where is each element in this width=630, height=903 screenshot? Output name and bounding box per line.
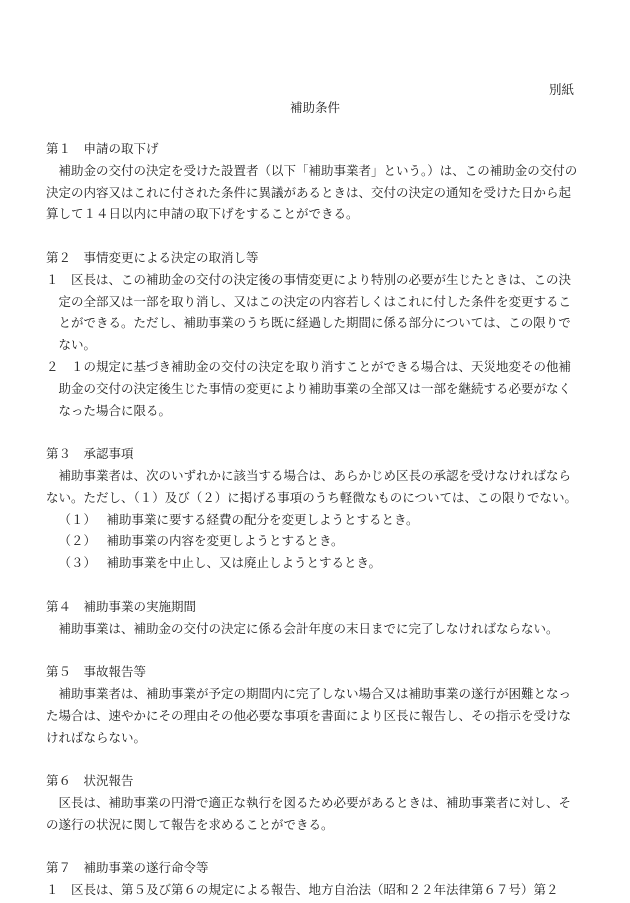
sub-item xyxy=(46,509,582,531)
section-5 xyxy=(46,661,582,748)
section-paragraph: 区長は、補助事業の円滑で適正な執行を図るため必要があるときは、補助事業者に対し、その遂行の状況に関して報告を求めることができる。 xyxy=(46,794,572,832)
sub-item-text: 補助事業を中止し、又は廃止しようとするとき。 xyxy=(106,555,382,571)
section-heading: 第７ 補助事業の遂行命令等 xyxy=(46,860,209,876)
sub-item-text: 補助事業の内容を変更しようとするとき。 xyxy=(106,533,344,549)
sub-item-number: （３） xyxy=(58,555,97,571)
section-paragraph: 補助事業者は、補助事業が予定の期間内に完了しない場合又は補助事業の遂行が困難となった場合は、速やかにその理由その他必要な事項を書面により区長に報告し、その指示を受けなければならない。 xyxy=(46,685,572,745)
document-title: 補助条件 xyxy=(289,100,340,115)
sub-item-text: 補助事業に要する経費の配分を変更しようとするとき。 xyxy=(106,511,419,527)
sub-item xyxy=(46,552,582,574)
numbered-item: １ 区長は、この補助金の交付の決定後の事情変更により特別の必要が生じたときは、この決定の全部又は一部を取り消し、又はこの決定の内容若しくはこれに付した条件を変更することができる。ただし、補助事業のうち既に経過した期間に係る部分については、この限りでない。 xyxy=(46,271,572,353)
sub-item xyxy=(46,530,582,552)
section-paragraph: 補助事業は、補助金の交付の決定に係る会計年度の末日までに完了しなければならない。 xyxy=(58,620,559,636)
section-heading: 第４ 補助事業の実施期間 xyxy=(46,598,197,614)
sub-item-number: （２） xyxy=(58,533,97,549)
section-heading: 第５ 事故報告等 xyxy=(46,664,147,680)
section-heading: 第６ 状況報告 xyxy=(46,773,134,789)
section-heading: 第３ 承認事項 xyxy=(46,446,134,462)
section-6 xyxy=(46,770,582,835)
section-heading: 第１ 申請の取下げ xyxy=(46,141,159,156)
section-4 xyxy=(46,596,582,640)
sub-item-number: （１） xyxy=(58,511,97,527)
section-2 xyxy=(46,247,582,421)
section-1 xyxy=(46,138,582,225)
section-paragraph: 補助金の交付の決定を受けた設置者（以下「補助事業者」という。）は、この補助金の交付の決定の内容又はこれに付された条件に異議があるときは、交付の決定の通知を受けた日から起算して１４日以内に申請の取下げをすることができる。 xyxy=(46,162,578,222)
document-body xyxy=(46,138,582,901)
section-7 xyxy=(46,857,582,901)
section-heading: 第２ 事情変更による決定の取消し等 xyxy=(46,249,259,265)
section-3 xyxy=(46,443,582,574)
numbered-item: ２ １の規定に基づき補助金の交付の決定を取り消すことができる場合は、天災地変その他補助金の交付の決定後生じた事情の変更により補助事業の全部又は一部を継続する必要がなくなった場合に限る。 xyxy=(46,358,572,418)
numbered-item: １ 区長は、第５及び第６の規定による報告、地方自治法（昭和２２年法律第６７号）第２ xyxy=(46,882,559,898)
annex-label: 別紙 xyxy=(548,82,574,97)
section-paragraph: 補助事業者は、次のいずれかに該当する場合は、あらかじめ区長の承認を受けなければならない。ただし、（１）及び（２）に掲げる事項のうち軽微なものについては、この限りでない。 xyxy=(46,467,578,505)
